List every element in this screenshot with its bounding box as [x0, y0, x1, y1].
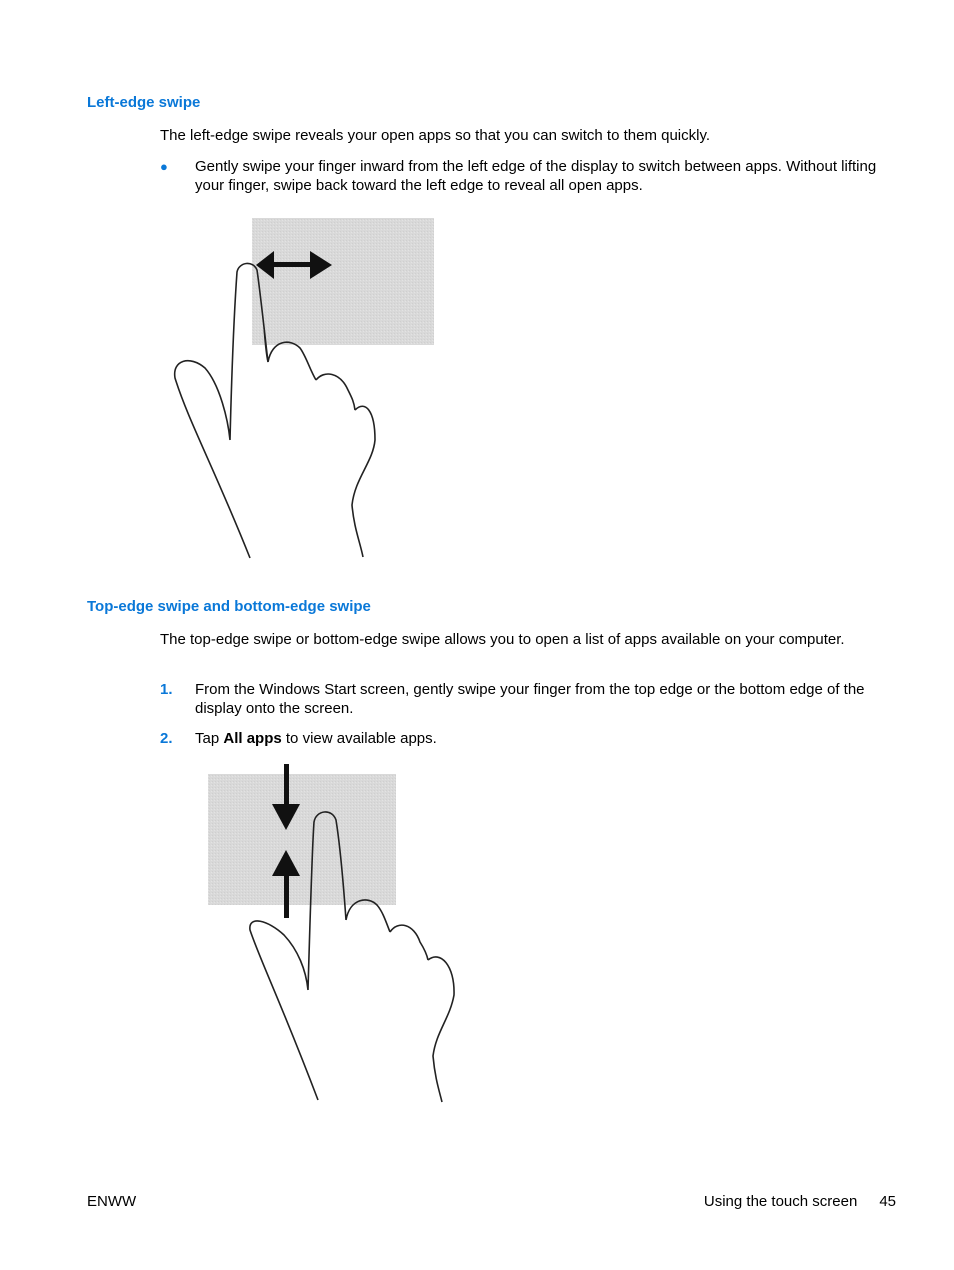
left-edge-intro: The left-edge swipe reveals your open apps so that you can switch to them quickly.	[160, 127, 711, 144]
step-number: 1.	[160, 681, 173, 698]
section-heading-top-bottom-swipe: Top-edge swipe and bottom-edge swipe	[87, 598, 371, 615]
footer-right	[704, 1193, 896, 1210]
bullet-item	[160, 157, 880, 195]
screen-area	[208, 774, 396, 905]
step-text: From the Windows Start screen, gently swipe your finger from the top edge or the bottom edge of the display onto the screen.	[195, 681, 865, 717]
top-bottom-swipe-illustration	[200, 760, 470, 1105]
section-heading-left-edge-swipe: Left-edge swipe	[87, 94, 201, 111]
left-edge-swipe-illustration	[160, 210, 460, 565]
footer-left: ENWW	[87, 1193, 137, 1210]
step-2	[160, 729, 880, 748]
step-1	[160, 680, 880, 718]
bullet-text: Gently swipe your finger inward from the left edge of the display to switch between apps. Without lifting your finger, swipe back toward the left edge to reveal all open apps.	[195, 158, 877, 194]
step-text-before: Tap	[195, 730, 224, 747]
step-text	[195, 729, 880, 748]
footer-section-title: Using the touch screen	[703, 1193, 858, 1210]
top-bottom-intro: The top-edge swipe or bottom-edge swipe allows you to open a list of apps available on your computer.	[160, 631, 845, 648]
screen-area	[252, 218, 434, 345]
page-number: 45	[879, 1193, 896, 1210]
step-number: 2.	[160, 730, 173, 747]
bullet-icon: ●	[160, 159, 168, 174]
step-text-after: to view available apps.	[281, 730, 437, 747]
all-apps-label: All apps	[223, 730, 282, 747]
